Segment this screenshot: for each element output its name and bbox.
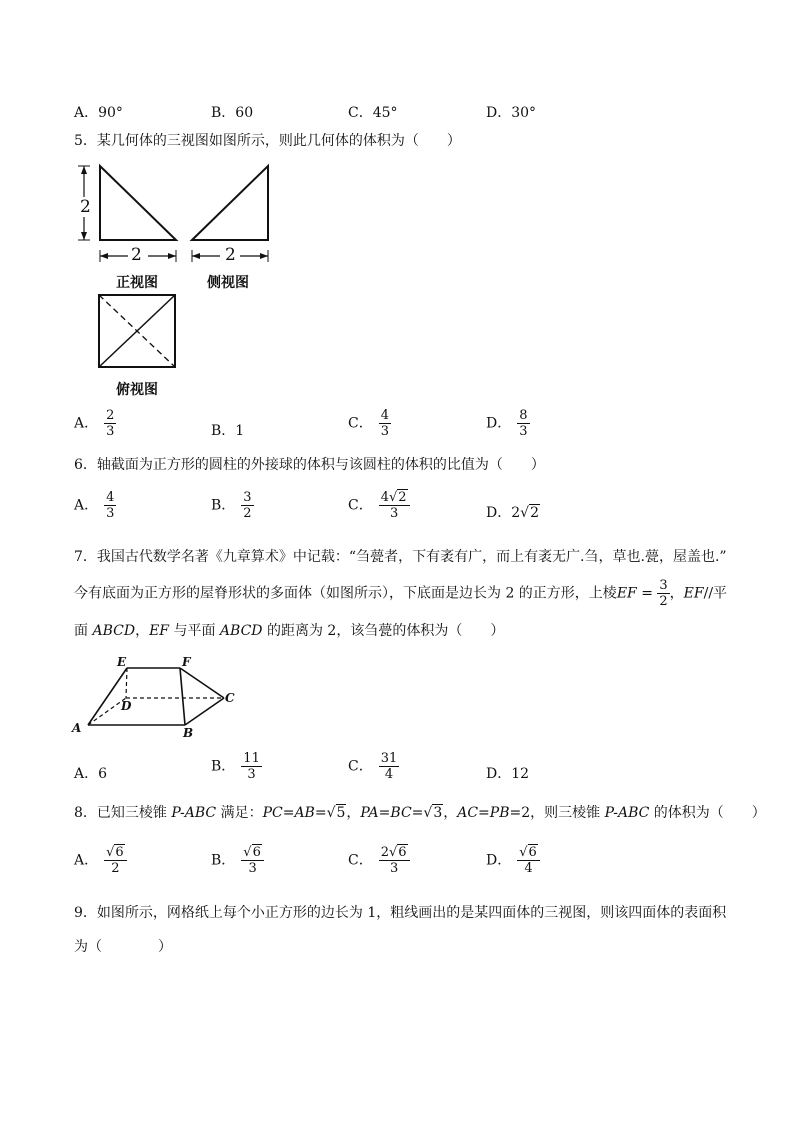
q7-label-d: D [121, 699, 132, 713]
q8-stem: 8．已知三棱锥 P-ABC 满足：PC=AB=√5，PA=BC=√3，AC=PB=2，则三棱锥 P-ABC 的体积为（ ） [74, 805, 766, 821]
q5-dim-front-width: 2 [131, 245, 142, 265]
q5-side-caption: 侧视图 [207, 275, 249, 291]
q6-option-b: B． $\frac{3}{2}$ [211, 490, 252, 521]
q5-option-a: A． $\frac{2}{3}$ [74, 408, 115, 439]
q4-option-b: B．60 [211, 105, 254, 121]
q6-option-d: D．2√2 [486, 505, 539, 521]
q7-label-b: B [183, 726, 194, 740]
q6-option-c: C． $\frac{4√2}{3}$ [348, 490, 410, 521]
q4-option-d: D．30° [486, 105, 537, 121]
q7-label-a: A [72, 721, 82, 735]
q7-line3: 面 ABCD，EF 与平面 ABCD 的距离为 2，该刍甍的体积为（ ） [74, 623, 505, 639]
q5-option-d: D． $\frac{8}{3}$ [486, 408, 528, 439]
q7-option-d: D．12 [486, 766, 530, 782]
q7-line1: 7．我国古代数学名著《九章算术》中记载：“刍甍者，下有袤有广，而上有袤无广.刍，草也.甍，屋盖也.” [74, 549, 727, 565]
q4-option-a: A．90° [74, 105, 123, 121]
q4-option-c: C．45° [348, 105, 398, 121]
q5-dim-height: 2 [80, 197, 91, 217]
q8-option-c: C． $\frac{2√6}{3}$ [348, 845, 410, 876]
q5-front-caption: 正视图 [116, 275, 158, 291]
q7-option-c: C． $\frac{31}{4}$ [348, 751, 398, 782]
q9-line2: 为（ ） [74, 939, 172, 955]
q5-front-view [76, 160, 176, 270]
q7-label-c: C [225, 691, 235, 705]
q8-option-b: B． $\frac{√6}{3}$ [211, 845, 264, 876]
q6-option-a: A． $\frac{4}{3}$ [74, 490, 115, 521]
q9-line1: 9．如图所示，网格纸上每个小正方形的边长为 1，粗线画出的是某四面体的三视图，则该四面体的表面积 [74, 905, 727, 921]
q7-label-e: E [117, 655, 127, 669]
q7-label-f: F [182, 655, 191, 669]
q8-option-a: A． $\frac{√6}{2}$ [74, 845, 127, 876]
q7-option-a: A．6 [74, 766, 108, 782]
q7-polyhedron-figure [70, 655, 240, 735]
q6-stem: 6．轴截面为正方形的圆柱的外接球的体积与该圆柱的体积的比值为（ ） [74, 457, 545, 473]
q5-option-b: B．1 [211, 423, 245, 439]
q5-dim-side-width: 2 [225, 245, 236, 265]
q5-stem: 5．某几何体的三视图如图所示，则此几何体的体积为（ ） [74, 133, 461, 149]
q5-top-view [98, 294, 178, 370]
q5-option-c: C． $\frac{4}{3}$ [348, 408, 389, 439]
q7-line2: 今有底面为正方形的屋脊形状的多面体（如图所示），下底面是边长为 2 的正方形，上棱EF = $\frac{3}{2}$ ，EF//平 [74, 578, 728, 609]
q8-option-d: D． $\frac{√6}{4}$ [486, 845, 540, 876]
q5-top-caption: 俯视图 [116, 382, 158, 398]
q7-option-b: B． $\frac{11}{3}$ [211, 751, 260, 782]
